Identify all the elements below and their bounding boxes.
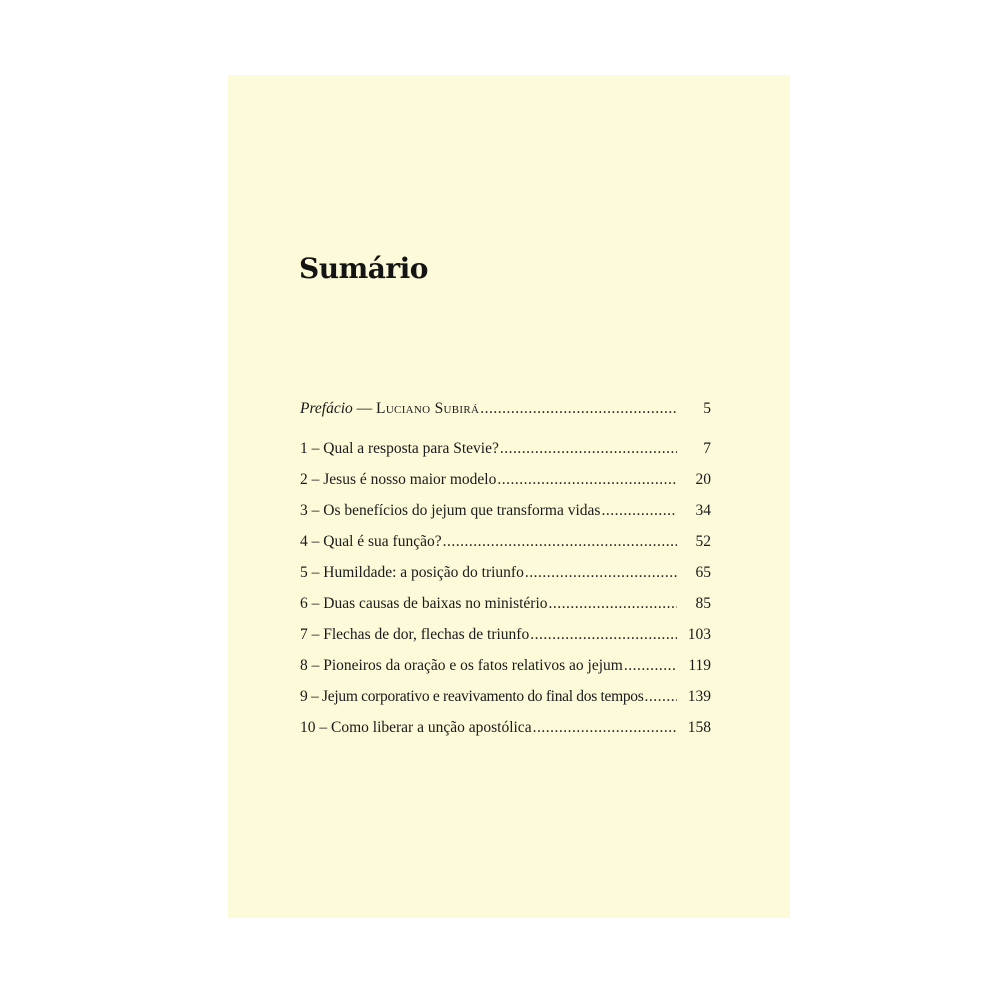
- preface-author: Luciano Subirá: [376, 400, 480, 417]
- dot-leader: [624, 657, 677, 675]
- dot-leader: [525, 564, 677, 582]
- toc-entry: [300, 502, 711, 522]
- toc-entry-page: 158: [687, 719, 711, 736]
- toc-entry: [300, 595, 711, 615]
- toc-entry-page: 139: [687, 688, 711, 705]
- book-page: [228, 75, 790, 918]
- toc-entry-label: 9 – Jejum corporativo e reavivamento do final dos tempos: [300, 688, 644, 705]
- toc-entry-page: 85: [695, 595, 711, 612]
- toc-entry: [300, 657, 711, 677]
- toc-entry-page: 5: [703, 400, 711, 417]
- preface-separator: —: [352, 400, 377, 417]
- toc-entry-label: 1 – Qual a resposta para Stevie?: [300, 440, 499, 457]
- toc-entry-page: 34: [695, 502, 711, 519]
- toc-entry: [300, 440, 711, 460]
- dot-leader: [549, 595, 677, 613]
- toc-entry-page: 7: [703, 440, 711, 457]
- dot-leader: [533, 719, 677, 737]
- toc-entry-page: 20: [695, 471, 711, 488]
- toc-entry-page: 103: [687, 626, 711, 643]
- toc-entry-label: 10 – Como liberar a unção apostólica: [300, 719, 532, 736]
- preface-label: Prefácio: [300, 400, 353, 417]
- toc-entry: [300, 564, 711, 584]
- toc-entry: [300, 626, 711, 646]
- dot-leader: [443, 533, 677, 551]
- dot-leader: [497, 471, 677, 489]
- dot-leader: [500, 440, 677, 458]
- toc-entry-label: [300, 400, 479, 418]
- toc-entry-label: 5 – Humildade: a posição do triunfo: [300, 564, 524, 581]
- toc-entry-preface: [300, 400, 711, 420]
- toc-entry: [300, 688, 711, 708]
- toc-entry-label: 7 – Flechas de dor, flechas de triunfo: [300, 626, 530, 643]
- toc-entry-label: 6 – Duas causas de baixas no ministério: [300, 595, 548, 612]
- toc-entry: [300, 533, 711, 553]
- dot-leader: [645, 688, 678, 706]
- dot-leader: [480, 400, 677, 418]
- toc-entry: [300, 719, 711, 739]
- toc-entry-label: 8 – Pioneiros da oração e os fatos relativos ao jejum: [300, 657, 623, 674]
- toc-entry-label: 2 – Jesus é nosso maior modelo: [300, 471, 497, 488]
- toc-entry: [300, 471, 711, 491]
- dot-leader: [601, 502, 677, 520]
- dot-leader: [530, 626, 677, 644]
- toc-entry-page: 52: [695, 533, 711, 550]
- page-title: Sumário: [299, 252, 428, 285]
- toc-entry-page: 65: [695, 564, 711, 581]
- toc-entry-label: 4 – Qual é sua função?: [300, 533, 442, 550]
- toc-entry-page: 119: [688, 657, 711, 674]
- toc-entry-label: 3 – Os benefícios do jejum que transforma vidas: [300, 502, 601, 519]
